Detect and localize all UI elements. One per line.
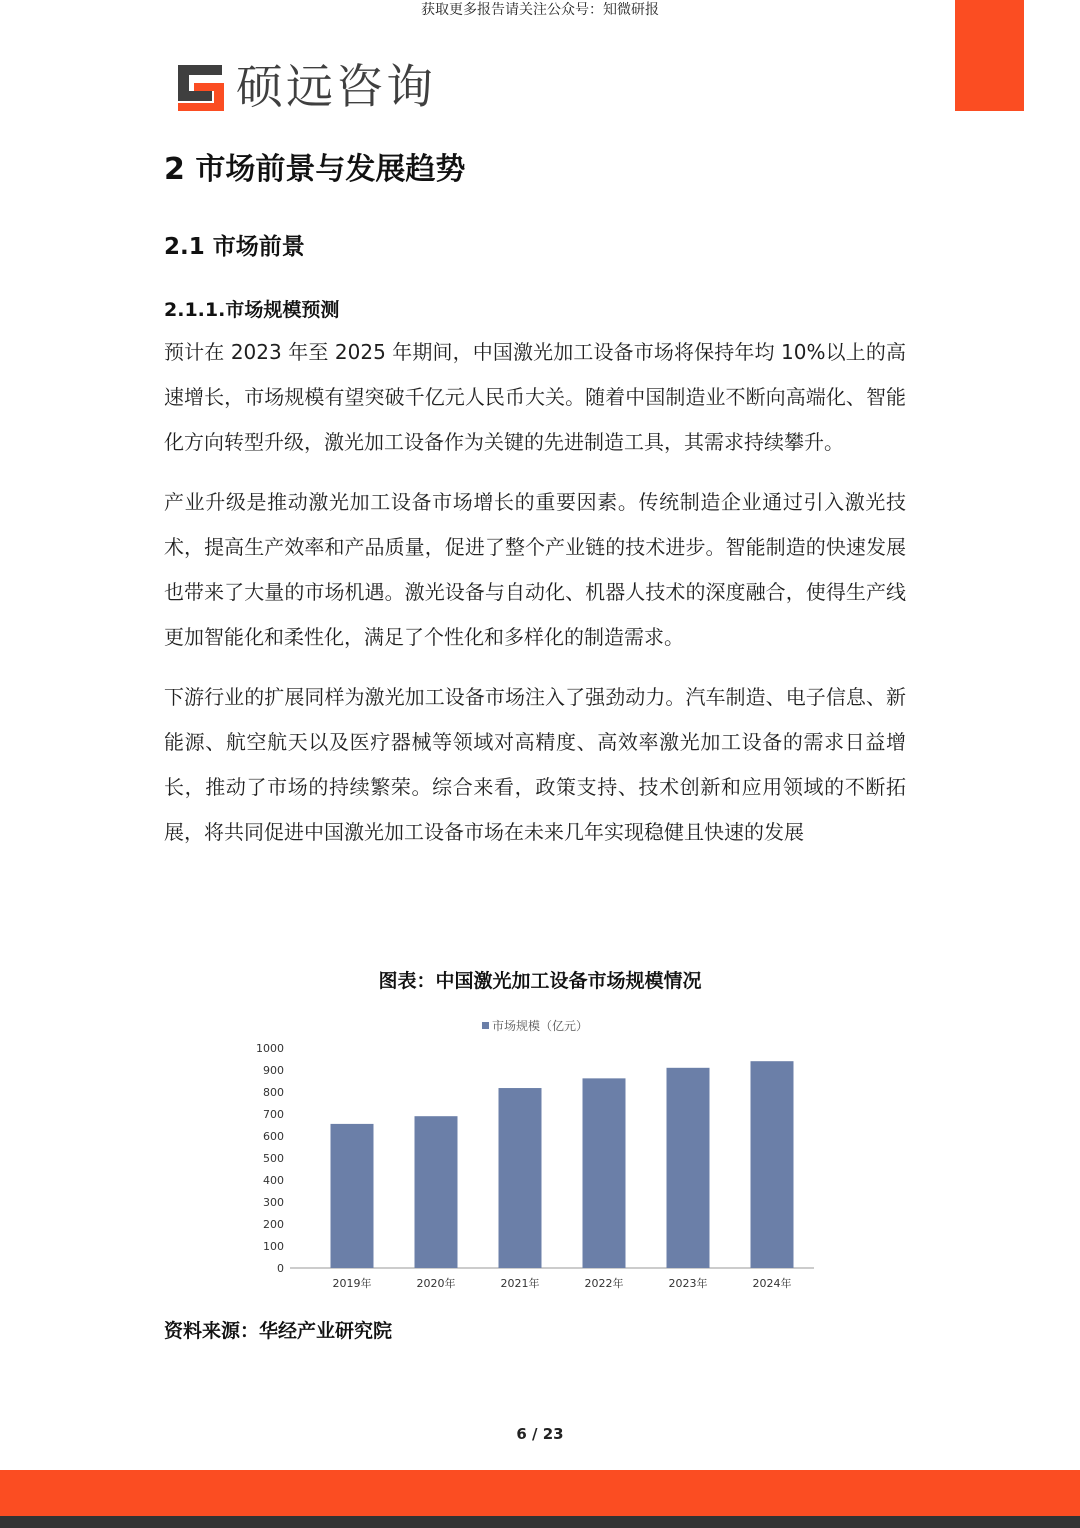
x-tick-label: 2022年 bbox=[584, 1277, 624, 1290]
y-tick-label: 0 bbox=[277, 1262, 284, 1275]
logo-mark-icon bbox=[176, 63, 226, 113]
x-tick-label: 2021年 bbox=[500, 1277, 540, 1290]
y-tick-label: 600 bbox=[263, 1130, 284, 1143]
bar-2023年 bbox=[667, 1068, 710, 1268]
y-tick-label: 700 bbox=[263, 1108, 284, 1121]
paragraph-1: 预计在 2023 年至 2025 年期间，中国激光加工设备市场将保持年均 10%以上的高速增长，市场规模有望突破千亿元人民币大关。随着中国制造业不断向高端化、智能化方向转型升级，激光加工设备作为关键的先进制造工具，其需求持续攀升。 bbox=[164, 340, 906, 454]
x-tick-label: 2019年 bbox=[332, 1277, 372, 1290]
subsection-heading: 2.1 市场前景 bbox=[164, 234, 305, 260]
bar-2024年 bbox=[751, 1061, 794, 1268]
page-number: 6 / 23 bbox=[516, 1425, 564, 1443]
y-tick-label: 500 bbox=[263, 1152, 284, 1165]
y-tick-label: 1000 bbox=[256, 1042, 284, 1055]
y-tick-label: 200 bbox=[263, 1218, 284, 1231]
x-tick-label: 2023年 bbox=[668, 1277, 708, 1290]
footer-band bbox=[0, 1470, 1080, 1516]
bar-2021年 bbox=[499, 1088, 542, 1268]
y-tick-label: 300 bbox=[263, 1196, 284, 1209]
legend-swatch bbox=[482, 1022, 489, 1029]
company-logo bbox=[176, 60, 436, 116]
x-tick-label: 2020年 bbox=[416, 1277, 456, 1290]
bar-2020年 bbox=[415, 1116, 458, 1268]
paragraph-3: 下游行业的扩展同样为激光加工设备市场注入了强劲动力。汽车制造、电子信息、新能源、航空航天以及医疗器械等领域对高精度、高效率激光加工设备的需求日益增长，推动了市场的持续繁荣。综合来看，政策支持、技术创新和应用领域的不断拓展，将共同促进中国激光加工设备市场在未来几年实现稳健且快速的发展 bbox=[164, 685, 906, 844]
chart-title: 图表：中国激光加工设备市场规模情况 bbox=[378, 970, 702, 992]
y-tick-label: 100 bbox=[263, 1240, 284, 1253]
corner-accent-block bbox=[955, 0, 1024, 111]
bar-2019年 bbox=[331, 1124, 374, 1268]
y-tick-label: 900 bbox=[263, 1064, 284, 1077]
x-tick-label: 2024年 bbox=[752, 1277, 792, 1290]
body-text bbox=[164, 330, 906, 870]
y-tick-label: 400 bbox=[263, 1174, 284, 1187]
logo-text: 硕远咨询 bbox=[236, 60, 436, 115]
sub-subsection-heading: 2.1.1.市场规模预测 bbox=[164, 299, 340, 321]
bar-2022年 bbox=[583, 1078, 626, 1268]
top-notice: 获取更多报告请关注公众号：知微研报 bbox=[421, 2, 659, 18]
y-tick-label: 800 bbox=[263, 1086, 284, 1099]
chart-legend bbox=[482, 1018, 588, 1033]
figure-source: 资料来源：华经产业研究院 bbox=[164, 1320, 393, 1342]
paragraph-2: 产业升级是推动激光加工设备市场增长的重要因素。传统制造企业通过引入激光技术，提高生产效率和产品质量，促进了整个产业链的技术进步。智能制造的快速发展也带来了大量的市场机遇。激光设备与自动化、机器人技术的深度融合，使得生产线更加智能化和柔性化，满足了个性化和多样化的制造需求。 bbox=[164, 490, 906, 649]
footer-strip bbox=[0, 1516, 1080, 1528]
bar-chart-svg bbox=[244, 1018, 834, 1293]
section-heading: 2 市场前景与发展趋势 bbox=[164, 152, 466, 187]
market-size-chart bbox=[244, 1018, 834, 1293]
legend-label: 市场规模（亿元） bbox=[492, 1019, 589, 1033]
